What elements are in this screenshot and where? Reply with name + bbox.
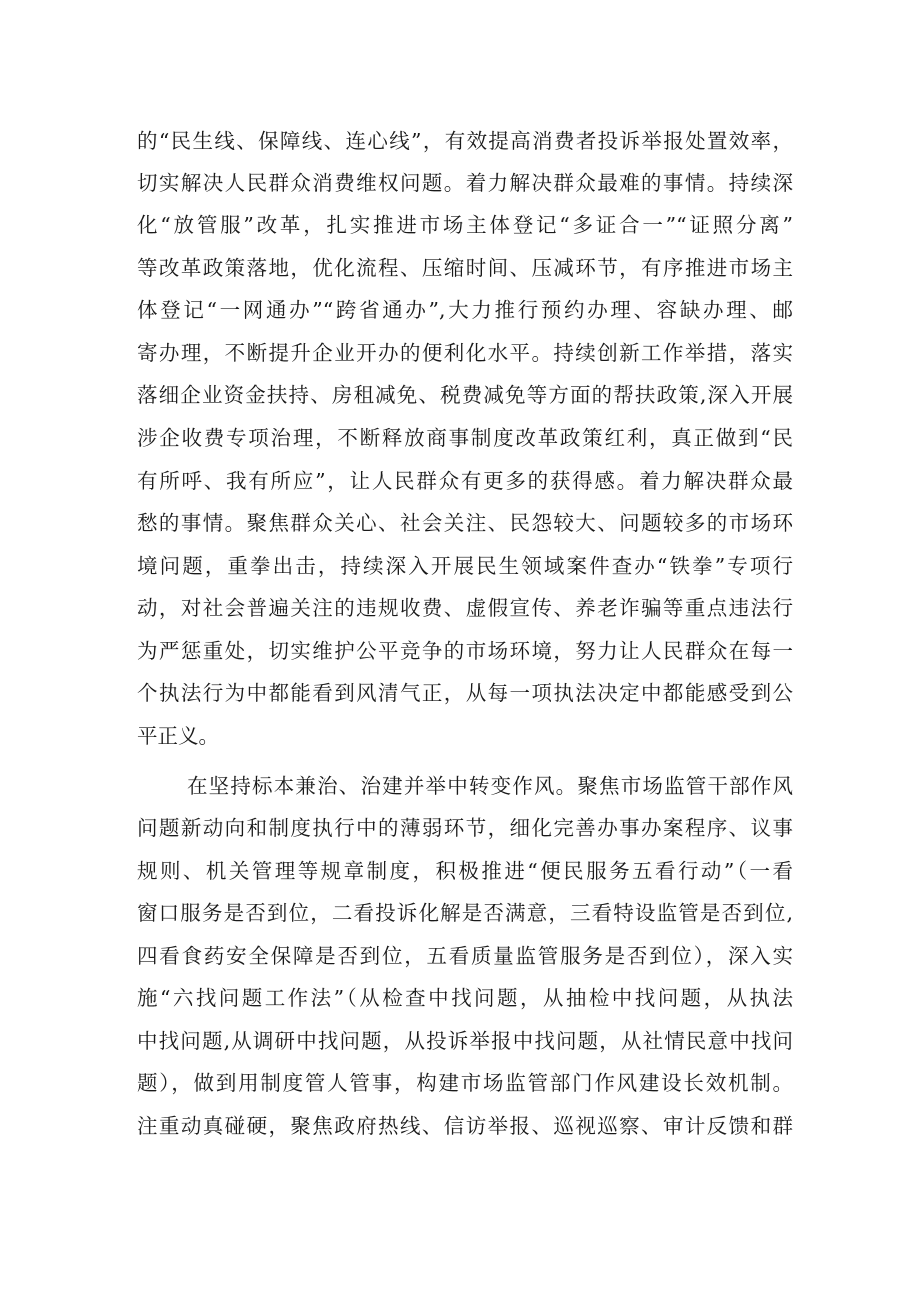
text-line: 为严惩重处，切实维护公平竞争的市场环境，努力让人民群众在每一 xyxy=(137,639,793,663)
paragraph-first-line: 在坚持标本兼治、治建并举中转变作风。聚焦市场监管干部作风 xyxy=(187,774,793,798)
text-line: 题），做到用制度管人管事，构建市场监管部门作风建设长效机制。 xyxy=(137,1071,793,1095)
text-line: 的“民生线、保障线、连心线”，有效提高消费者投诉举报处置效率， xyxy=(137,129,793,153)
text-line: 寄办理，不断提升企业开办的便利化水平。持续创新工作举措，落实 xyxy=(137,341,793,365)
text-line: 注重动真碰硬，聚焦政府热线、信访举报、巡视巡察、审计反馈和群 xyxy=(137,1114,793,1138)
text-line: 落细企业资金扶持、房租减免、税费减免等方面的帮扶政策,深入开展 xyxy=(137,383,793,407)
text-line: 境问题，重拳出击，持续深入开展民生领域案件查办“铁拳”专项行 xyxy=(137,554,793,578)
text-line: 窗口服务是否到位，二看投诉化解是否满意，三看特设监管是否到位, xyxy=(137,901,793,925)
text-line: 化“放管服”改革，扎实推进市场主体登记“多证合一”“证照分离” xyxy=(137,213,793,237)
text-line: 四看食药安全保障是否到位，五看质量监管服务是否到位），深入实 xyxy=(137,944,793,968)
text-line: 规则、机关管理等规章制度，积极推进“便民服务五看行动”（一看 xyxy=(137,859,793,883)
text-line: 个执法行为中都能看到风清气正，从每一项执法决定中都能感受到公 xyxy=(137,681,793,705)
text-line: 问题新动向和制度执行中的薄弱环节，细化完善办事办案程序、议事 xyxy=(137,816,793,840)
text-line: 涉企收费专项治理，不断释放商事制度改革政策红利，真正做到“民 xyxy=(137,426,793,450)
paragraph-end-line: 平正义。 xyxy=(137,724,219,748)
text-line: 切实解决人民群众消费维权问题。着力解决群众最难的事情。持续深 xyxy=(137,171,793,195)
text-line: 动，对社会普遍关注的违规收费、虚假宣传、养老诈骗等重点违法行 xyxy=(137,596,793,620)
text-line: 愁的事情。聚焦群众关心、社会关注、民怨较大、问题较多的市场环 xyxy=(137,511,793,535)
text-line: 体登记“一网通办”“跨省通办”,大力推行预约办理、容缺办理、邮 xyxy=(137,298,793,322)
text-line: 中找问题,从调研中找问题，从投诉举报中找问题，从社情民意中找问 xyxy=(137,1029,793,1053)
text-line: 等改革政策落地，优化流程、压缩时间、压减环节，有序推进市场主 xyxy=(137,256,793,280)
text-line: 有所呼、我有所应”，让人民群众有更多的获得感。着力解决群众最 xyxy=(137,469,793,493)
text-line: 施“六找问题工作法”（从检查中找问题，从抽检中找问题，从执法 xyxy=(137,986,793,1010)
